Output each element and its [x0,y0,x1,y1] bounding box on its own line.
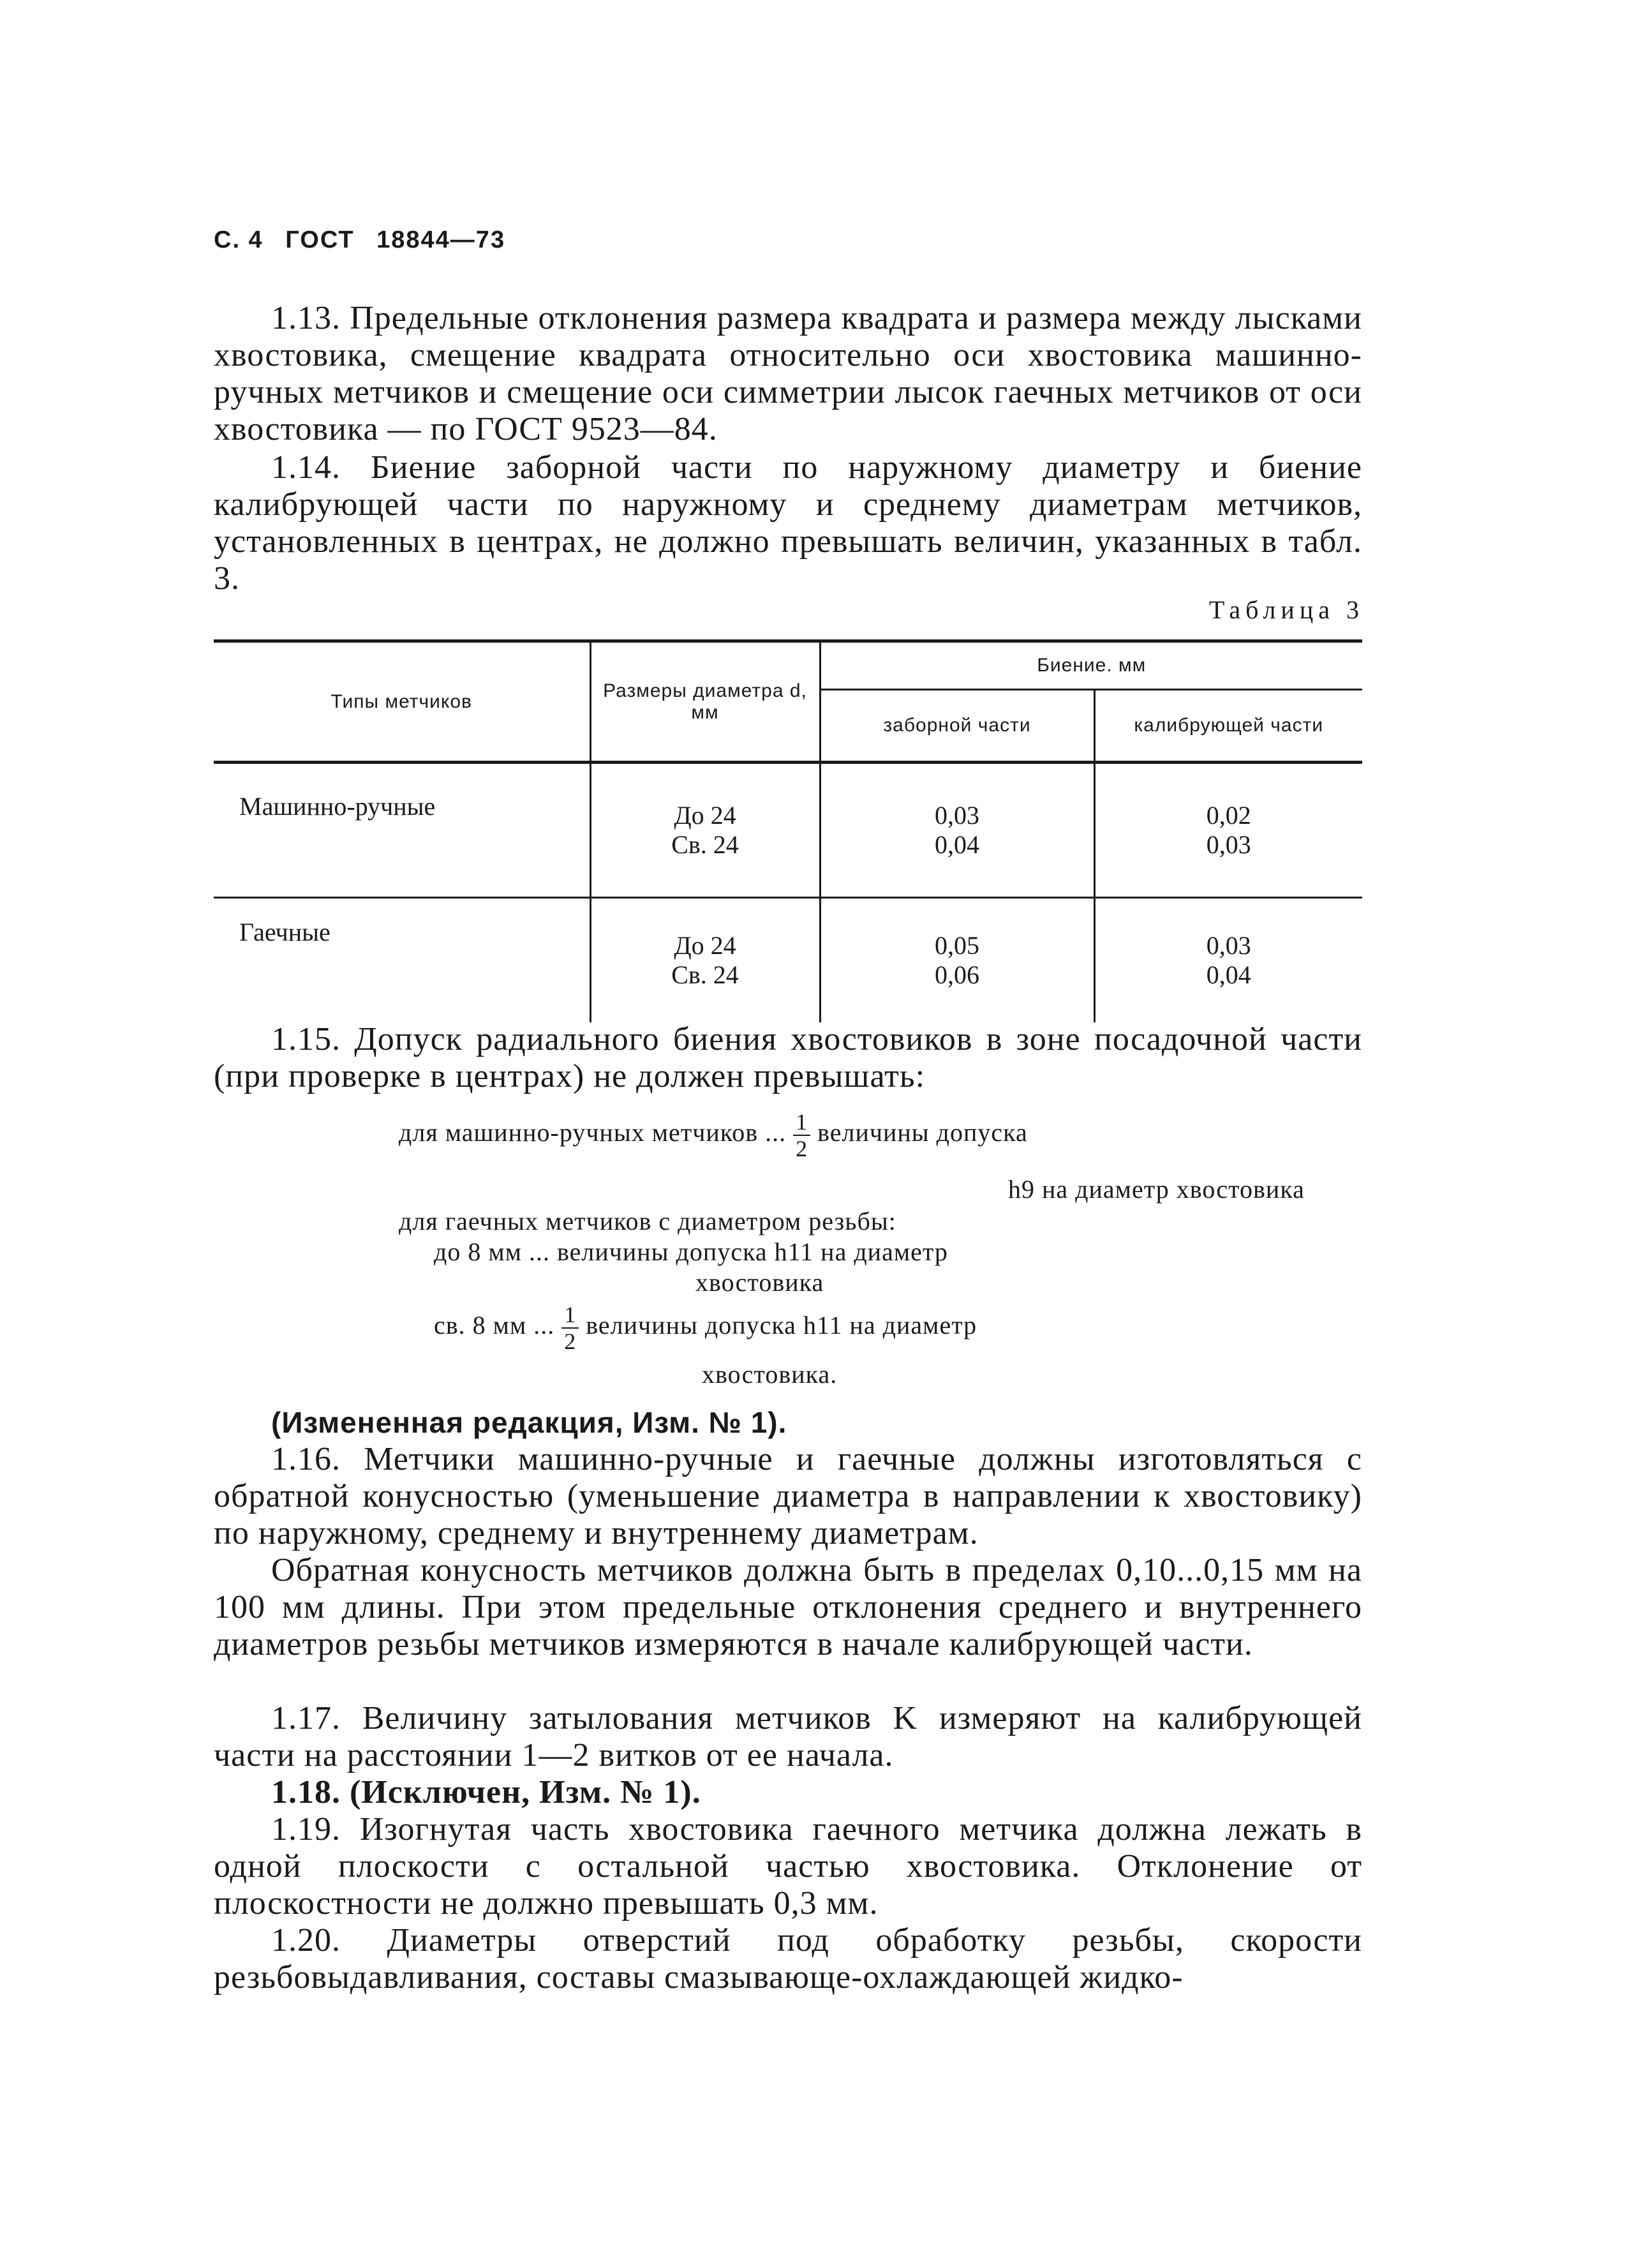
amendment-note: (Измененная редакция, Изм. № 1). [271,1406,787,1439]
fraction [561,1302,579,1354]
fwd-cell [820,763,1094,898]
standard-number: 18844—73 [376,227,506,253]
paragraph-1-19: 1.19. Изогнутая часть хвостовика гаечного метчика должна лежать в одной плоскости с остальной частью хвостовика. Отклонение от плоскостности не должно превышать 0,3 мм. [214,1811,1362,1921]
paragraph-1-18: 1.18. (Исключен, Изм. № 1). [271,1774,701,1810]
formula-line: хвостовика. [702,1360,838,1389]
fraction-denominator: 2 [564,1329,577,1354]
formula-text: величины допуска h11 на диаметр [586,1311,977,1340]
cal-value: 0,03 [1206,830,1251,859]
type-cell: Гаечные [239,918,331,946]
formula-line: хвостовика [695,1268,824,1297]
cal-cell [1094,763,1362,898]
header-fwd: заборной части [820,690,1094,763]
size-value: Св. 24 [671,830,739,859]
header-cal: калибрующей части [1094,690,1362,763]
cal-cell [1094,898,1362,1023]
fwd-value: 0,06 [935,960,979,989]
table-caption: Таблица 3 [1208,595,1364,624]
paragraph-1-16: 1.16. Метчики машинно-ручные и гаечные должны изготовляться с обратной конусностью (уменьшение диаметра в направлении к хвостовику) по наружному, среднему и внутреннему диаметрам. [214,1441,1362,1551]
standard-label: ГОСТ [285,227,355,253]
formula-line: для гаечных метчиков с диаметром резьбы: [399,1207,896,1235]
formula-text: величины допуска [817,1118,1028,1147]
type-cell: Машинно-ручные [214,763,590,898]
fraction-numerator: 1 [561,1302,579,1329]
header-size: Размеры диаметра d, мм [590,641,820,763]
paragraph-1-20: 1.20. Диаметры отверстий под обработку резьбы, скорости резьбовыдавливания, составы смазывающе-охлаждающей жидко- [214,1922,1362,1996]
formula-line [399,1109,1028,1161]
fwd-value: 0,04 [935,830,979,859]
size-cell [590,898,820,1023]
fwd-value: 0,03 [935,801,979,830]
fwd-value: 0,05 [935,931,979,960]
cal-value: 0,03 [1206,931,1251,960]
fwd-cell [820,898,1094,1023]
paragraph-1-13: 1.13. Предельные отклонения размера квадрата и размера между лысками хвостовика, смещение квадрата относительно оси хвостовика машинно-ручных метчиков и смещение оси симметрии лысок гаечных метчиков от оси хвостовика — по ГОСТ 9523—84. [214,300,1362,447]
page-number: С. 4 [214,227,264,253]
header-type: Типы метчиков [214,641,590,763]
table-row [214,763,1362,898]
size-value: Св. 24 [671,960,739,989]
header-runout: Биение. мм [820,641,1362,690]
paragraph-1-15: 1.15. Допуск радиального биения хвостовиков в зоне посадочной части (при проверке в центрах) не должен превышать: [214,1021,1362,1094]
formula-text: св. 8 мм ... [434,1311,555,1340]
table-row [214,898,1362,1023]
size-value: До 24 [674,801,736,830]
page-header [214,227,519,254]
fraction-numerator: 1 [793,1109,810,1136]
size-value: До 24 [674,931,736,960]
formula-text: для машинно-ручных метчиков ... [399,1118,787,1147]
cal-value: 0,04 [1206,960,1251,989]
fraction [793,1109,810,1161]
paragraph-1-17: 1.17. Величину затылования метчиков K измеряют на калибрующей части на расстоянии 1—2 витков от ее начала. [214,1700,1362,1773]
paragraph-1-14: 1.14. Биение заборной части по наружному диаметру и биение калибрующей части по наружному и среднему диаметрам метчиков, установленных в центрах, не должно превышать величин, указанных в табл. 3. [214,449,1362,597]
cal-value: 0,02 [1206,801,1251,830]
size-cell [590,763,820,898]
formula-line: h9 на диаметр хвостовика [1008,1175,1305,1204]
runout-table [214,639,1362,1022]
formula-line [434,1302,977,1354]
paragraph-1-16-cont: Обратная конусность метчиков должна быть в пределах 0,10...0,15 мм на 100 мм длины. При этом предельные отклонения среднего и внутреннего диаметров резьбы метчиков измеряются в начале калибрующей части. [214,1552,1362,1662]
formula-line: до 8 мм ... величины допуска h11 на диаметр [434,1237,948,1266]
fraction-denominator: 2 [796,1136,808,1161]
